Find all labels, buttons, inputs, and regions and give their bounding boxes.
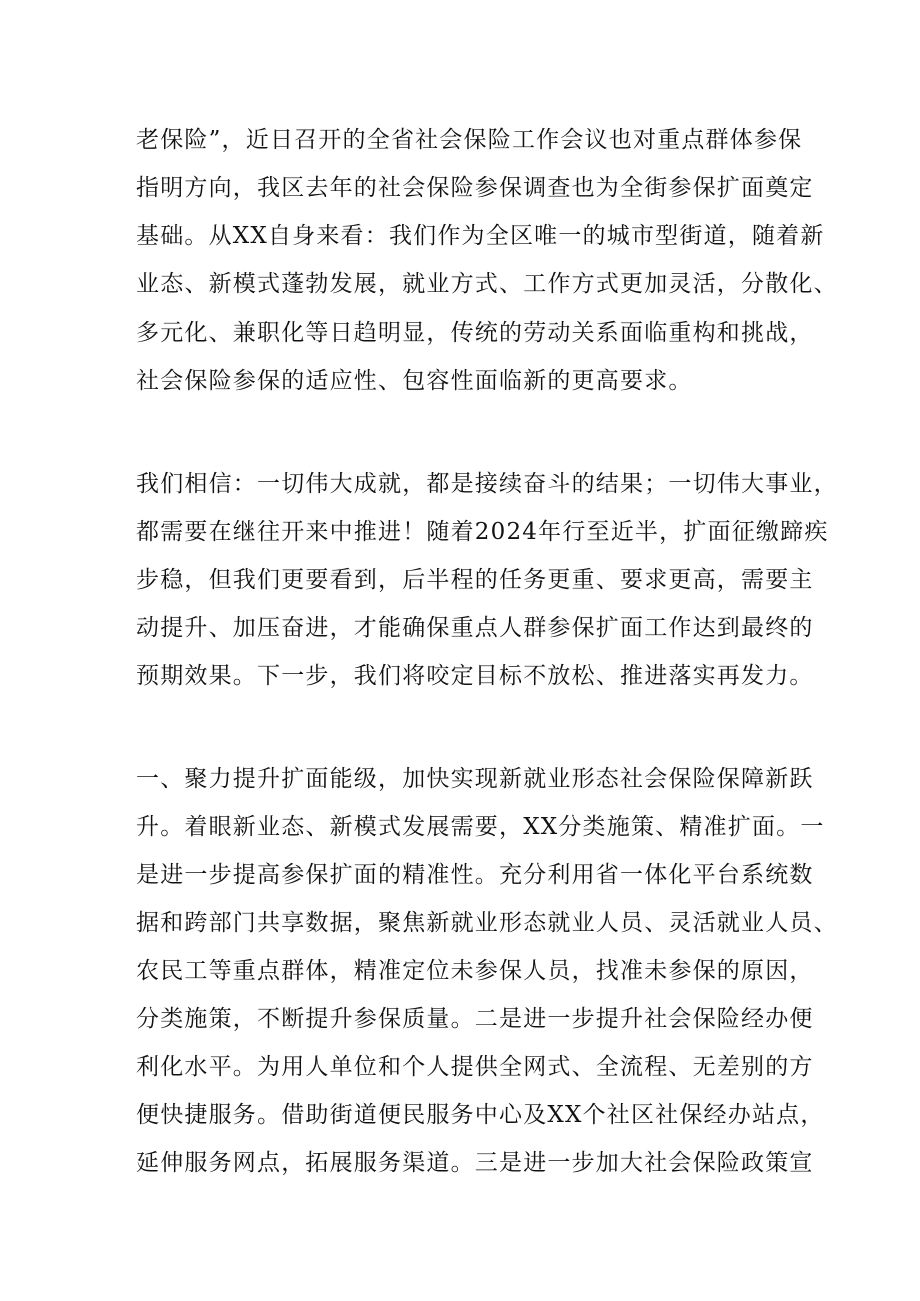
text-line: 多元化、兼职化等日趋明显，传统的劳动关系面临重构和挑战， bbox=[136, 320, 814, 346]
text-line: 据和跨部门共享数据，聚焦新就业形态就业人员、灵活就业人员、 bbox=[136, 910, 838, 936]
text-line: 指明方向，我区去年的社会保险参保调查也为全街参保扩面奠定 bbox=[136, 175, 814, 201]
text-line: 是进一步提高参保扩面的精准性。充分利用省一体化平台系统数 bbox=[136, 862, 814, 888]
text-line: 升。着眼新业态、新模式发展需要，XX分类施策、精准扩面。一 bbox=[136, 814, 825, 840]
text-line: 我们相信：一切伟大成就，都是接续奋斗的结果；一切伟大事业， bbox=[136, 471, 838, 497]
text-line: 老保险”，近日召开的全省社会保险工作会议也对重点群体参保 bbox=[136, 127, 803, 153]
text-line: 利化水平。为用人单位和个人提供全网式、全流程、无差别的方 bbox=[136, 1054, 814, 1080]
text-line: 业态、新模式蓬勃发展，就业方式、工作方式更加灵活，分散化、 bbox=[136, 271, 838, 297]
text-line: 都需要在继往开来中推进！随着2024年行至近半，扩面征缴蹄疾 bbox=[136, 519, 829, 545]
text-line: 延伸服务网点，拓展服务渠道。三是进一步加大社会保险政策宣 bbox=[136, 1150, 814, 1176]
text-line: 动提升、加压奋进，才能确保重点人群参保扩面工作达到最终的 bbox=[136, 615, 814, 641]
text-line: 预期效果。下一步，我们将咬定目标不放松、推进落实再发力。 bbox=[136, 663, 814, 689]
text-line: 步稳，但我们更要看到，后半程的任务更重、要求更高，需要主 bbox=[136, 567, 814, 593]
text-line: 一、聚力提升扩面能级，加快实现新就业形态社会保险保障新跃 bbox=[136, 766, 814, 792]
text-line: 社会保险参保的适应性、包容性面临新的更高要求。 bbox=[136, 368, 693, 394]
text-line: 分类施策，不断提升参保质量。二是进一步提升社会保险经办便 bbox=[136, 1006, 814, 1032]
text-line: 农民工等重点群体，精准定位未参保人员，找准未参保的原因， bbox=[136, 958, 814, 984]
text-line: 便快捷服务。借助街道便民服务中心及XX个社区社保经办站点， bbox=[136, 1102, 825, 1128]
text-line: 基础。从XX自身来看：我们作为全区唯一的城市型街道，随着新 bbox=[136, 223, 825, 249]
